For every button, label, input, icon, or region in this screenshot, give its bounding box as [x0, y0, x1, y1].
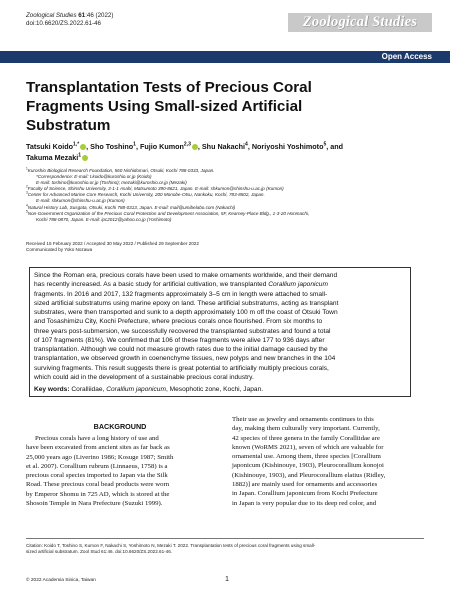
- article-title: [26, 78, 416, 135]
- doi[interactable]: doi:10.6620/ZS.2022.61-46: [26, 20, 101, 27]
- abstract-box: [29, 267, 411, 397]
- page-number: 1: [225, 574, 229, 583]
- date-line: Received 15 February 2022 / Accepted 30 May 2022 / Published 29 September 2022: [26, 241, 199, 246]
- communicated-by: Communicated by Yoko Nozawa: [26, 247, 93, 253]
- orcid-icon[interactable]: [82, 155, 88, 161]
- abstract-text: Since the Roman era, precious corals have been used to make ornaments worldwide, and their demand has recently increased. As a basic study for artificial cultivation, we transplanted Corallium japonicum fragments. In 2016 and 2017, 132 fragments approximately 3–5 cm in length were attached to small- sized artificial substratums using marine epoxy on land. These artificial substratums, acting as transplant substrates, were then transported and sunk to a depth approximately 100 m off the coast of Otsuki Town and Tosashimizu City, Kochi Prefecture, where precious corals once flourished. From six months to three years post-submersion, we successfully recovered the transplanted substrates and found a total of 107 fragments (81%). We confirmed that 106 of these fragments were alive 177 to 936 days after transplantation. Although we could not measure growth rates due to the initial damage caused by the transplantation, we observed growth in coenenchyme tissues, new polyps and new branches in the 104 surviving fragments. This result suggests there is great potential to artificially multiply precious corals, which could aid in the development of a sustainable precious coral industry.: [34, 272, 339, 381]
- keywords: Key words: Coralliidae, Corallium japonicum, Mesophotic zone, Kochi, Japan.: [34, 386, 264, 393]
- affiliation-line: $^1$Kuroshio Biological Research Foundation, 560 Nishidomari, Otsuki, Kochi 788-0333, Japan.: [26, 166, 215, 173]
- author-list: Tatsuki Koido$^{1,*}$ , Sho Toshino$^1$, Fujio Kumon$^{2,3}$ , Shu Nakachi$^4$, Noriyoshi Yoshimoto$^5$, and Takuma Mezaki$^1$: [26, 141, 344, 162]
- publication-dates: [26, 241, 199, 254]
- affiliation-line: Kochi 788-0870, Japan. E-mail: ipc2012@yahoo.co.jp (Yoshimoto): [36, 216, 172, 222]
- section-heading: BACKGROUND: [93, 422, 147, 431]
- journal-issue-page: :46 (2022): [85, 12, 114, 19]
- journal-volume: 61: [78, 12, 86, 19]
- body-column-right: Their use as jewelry and ornaments continues to this day, making them culturally very important. Currently, 42 species of three genera in the family Coralliidae are known (WoRMS 2021), seven of which are valuable for ornamental use. Among them, three species [Corallium japonicum (Kishinouye, 1903), Pleurocorallium konojoi (Kishinouye, 1903), and Pleurocorallium elatius (Ridley, 1882)] are mainly used for ornaments and accessories in Japan. Corallium japonicum from Kochi Prefecture in Japan is very popular due to its deep red color, and: [232, 416, 386, 507]
- affiliation-line: $^4$Natural History Lab, Susgata, Otsuki, Kochi 788-0313, Japan. E-mail: mail@umibelabo.com (Nakachi): [26, 203, 236, 210]
- orcid-icon[interactable]: [80, 144, 86, 150]
- affiliation-line: E-mail: shkumon@shinshu-u.ac.jp (Kumon): [36, 198, 125, 204]
- citation: Citation: Koido T, Toshino S, Kumon F, Nakachi S, Yoshimoto N, Mezaki T. 2022. Transplantation tests of precious coral fragments using small- sized artificial substratum. Zool Stud 61:46. doi:10.6620/ZS.2022.61-46.: [26, 543, 316, 555]
- affiliation-line: $^5$Non-Government Organization of the Precious Coral Protection and Development Association, 5F, Kearney-Place Bldg., 1-3-20 Honmachi,: [26, 209, 310, 216]
- author-name: Takuma Mezaki: [26, 153, 79, 162]
- journal-reference: [26, 12, 113, 28]
- author-name: Tatsuki Koido: [26, 142, 73, 151]
- affiliations: [26, 168, 426, 223]
- open-access-banner: [0, 51, 450, 63]
- orcid-icon[interactable]: [192, 144, 198, 150]
- journal-logo-text: Zoological Studies: [302, 14, 418, 30]
- affiliation-line: $^3$Center for Advanced Marine Core Research, Kochi University, 200 Monobe-Otsu, Nankoku, Kochi, 783-8502, Japan.: [26, 190, 265, 198]
- title-line: Transplantation Tests of Precious Coral: [26, 79, 312, 96]
- author-name: Fujio Kumon: [139, 142, 184, 151]
- journal-name: Zoological Studies: [26, 12, 77, 19]
- affiliation-line: E-mail: toshino@kuroshio.or.jp (Toshino); mezaki@kuroshio.or.jp (Mezaki): [36, 180, 187, 186]
- affiliation-line: *Correspondence: E-mail: t.koido@kuroshio.or.jp (Koido): [36, 174, 152, 180]
- copyright: © 2022 Academia Sinica, Taiwan: [26, 578, 96, 583]
- author-name: Noriyoshi Yoshimoto: [251, 142, 324, 151]
- title-line: Fragments Using Small-sized Artificial: [26, 98, 303, 115]
- author-name: Shu Nakachi: [201, 142, 246, 151]
- author-name: Sho Toshino: [90, 142, 134, 151]
- journal-logo: [288, 13, 432, 32]
- title-line: Substratum: [26, 117, 111, 134]
- body-column-left: Precious corals have a long history of use and have been excavated from ancient sites as far back as 25,000 years ago (Liverino 1986; Kosuge 1987; Smith et al. 2007). Corallium rubrum (Linnaeus, 1758) is a precious coral species imported to Japan via the Silk Road. These precious coral bead products were worn by Emperor Shomu in 725 AD, which is stored at the Shosoin Temple in Nara Prefecture (Suzuki 1999).: [26, 435, 174, 508]
- footer-divider: [26, 538, 424, 539]
- affiliation-line: $^2$Faculty of Science, Shinshu University, 3-1-1 Asahi, Matsumoto 390-8621, Japan. E-mail: shkumon@shinshu-u.ac.jp (Kumon): [26, 184, 284, 192]
- open-access-label: Open Access: [381, 52, 432, 61]
